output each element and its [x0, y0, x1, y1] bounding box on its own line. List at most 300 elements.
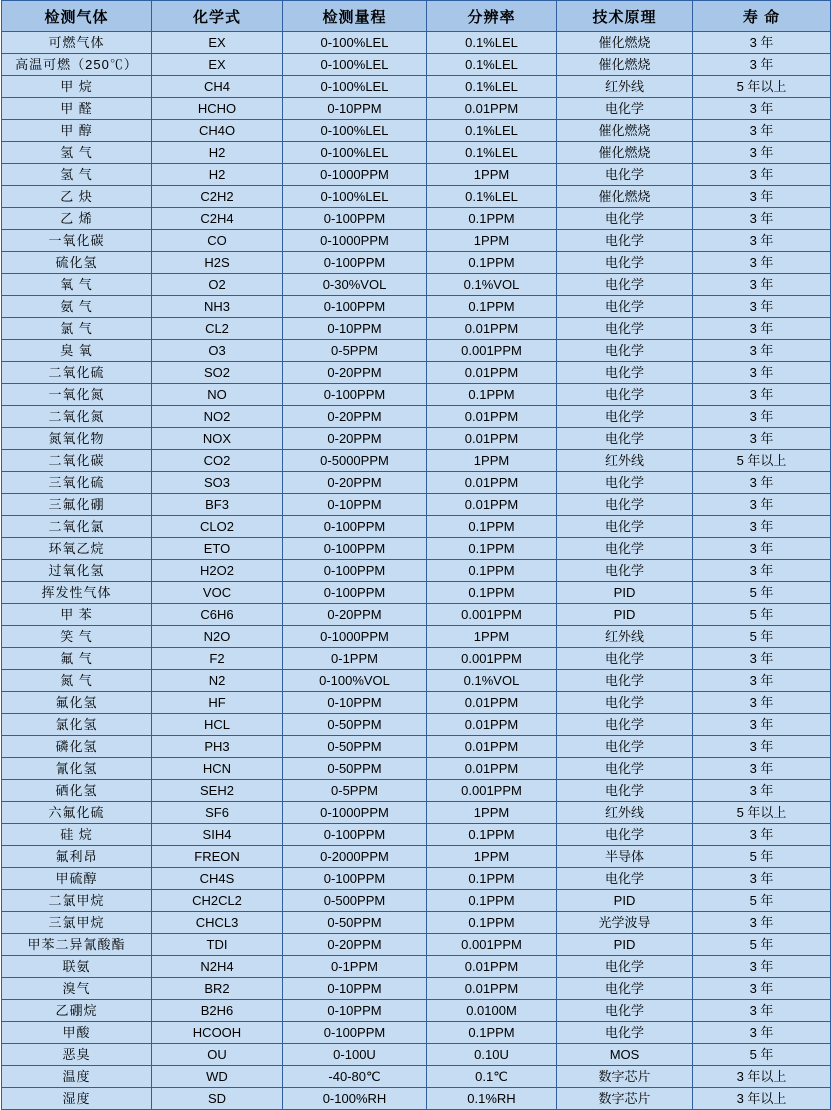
table-cell: 3 年 — [693, 736, 831, 758]
table-cell: 0.01PPM — [427, 406, 557, 428]
table-cell: 湿度 — [2, 1088, 152, 1110]
table-row — [2, 450, 831, 472]
table-cell: 3 年 — [693, 428, 831, 450]
table-cell: 电化学 — [557, 1000, 693, 1022]
table-cell: 电化学 — [557, 978, 693, 1000]
table-cell: 高温可燃（250℃） — [2, 54, 152, 76]
table-cell: 0.1%LEL — [427, 142, 557, 164]
table-row — [2, 318, 831, 340]
table-cell: 0-100%LEL — [283, 120, 427, 142]
table-cell: 0-30%VOL — [283, 274, 427, 296]
table-cell: 恶臭 — [2, 1044, 152, 1066]
table-cell: 0.10U — [427, 1044, 557, 1066]
table-cell: 0.1PPM — [427, 560, 557, 582]
table-cell: 3 年 — [693, 32, 831, 54]
table-cell: 二氧化碳 — [2, 450, 152, 472]
table-cell: 0-50PPM — [283, 758, 427, 780]
table-cell: PID — [557, 934, 693, 956]
table-cell: 0-100PPM — [283, 296, 427, 318]
table-cell: HCHO — [152, 98, 283, 120]
table-cell: 电化学 — [557, 1022, 693, 1044]
table-cell: 数字芯片 — [557, 1066, 693, 1088]
table-row — [2, 846, 831, 868]
table-cell: H2S — [152, 252, 283, 274]
table-cell: 0-100PPM — [283, 582, 427, 604]
table-cell: 红外线 — [557, 802, 693, 824]
table-cell: 红外线 — [557, 76, 693, 98]
table-cell: 0-100%VOL — [283, 670, 427, 692]
table-cell: 溴气 — [2, 978, 152, 1000]
table-cell: 0.01PPM — [427, 714, 557, 736]
table-cell: 0-1000PPM — [283, 802, 427, 824]
table-row — [2, 890, 831, 912]
table-cell: 5 年 — [693, 1044, 831, 1066]
table-cell: 电化学 — [557, 384, 693, 406]
table-cell: 电化学 — [557, 560, 693, 582]
table-cell: 电化学 — [557, 956, 693, 978]
table-cell: 0-100PPM — [283, 560, 427, 582]
table-cell: 电化学 — [557, 538, 693, 560]
table-row — [2, 604, 831, 626]
table-cell: 0.1PPM — [427, 824, 557, 846]
table-cell: 电化学 — [557, 252, 693, 274]
table-cell: 0-1000PPM — [283, 230, 427, 252]
table-row — [2, 186, 831, 208]
table-cell: 臭 氧 — [2, 340, 152, 362]
table-cell: 硫化氢 — [2, 252, 152, 274]
table-cell: 联氨 — [2, 956, 152, 978]
table-cell: 0-10PPM — [283, 98, 427, 120]
table-cell: 挥发性气体 — [2, 582, 152, 604]
table-cell: 氨 气 — [2, 296, 152, 318]
table-cell: 电化学 — [557, 362, 693, 384]
column-header-resolution: 分辨率 — [427, 1, 557, 32]
column-header-range: 检测量程 — [283, 1, 427, 32]
table-body — [2, 32, 831, 1110]
table-cell: C2H2 — [152, 186, 283, 208]
table-cell: 0.1PPM — [427, 582, 557, 604]
table-cell: 0-10PPM — [283, 978, 427, 1000]
table-cell: 5 年以上 — [693, 802, 831, 824]
table-cell: 3 年 — [693, 560, 831, 582]
table-cell: N2O — [152, 626, 283, 648]
table-cell: O2 — [152, 274, 283, 296]
table-cell: 笑 气 — [2, 626, 152, 648]
table-cell: WD — [152, 1066, 283, 1088]
table-cell: 电化学 — [557, 780, 693, 802]
table-cell: 0.01PPM — [427, 978, 557, 1000]
table-cell: 0.1%VOL — [427, 670, 557, 692]
table-cell: CHCL3 — [152, 912, 283, 934]
table-cell: 半导体 — [557, 846, 693, 868]
table-cell: 氟利昂 — [2, 846, 152, 868]
table-cell: 0-20PPM — [283, 472, 427, 494]
table-cell: 5 年 — [693, 934, 831, 956]
table-row — [2, 934, 831, 956]
table-cell: 0-5PPM — [283, 780, 427, 802]
table-cell: -40-80℃ — [283, 1066, 427, 1088]
table-row — [2, 384, 831, 406]
table-cell: 3 年 — [693, 98, 831, 120]
table-cell: NO — [152, 384, 283, 406]
table-cell: EX — [152, 54, 283, 76]
table-cell: BF3 — [152, 494, 283, 516]
table-row — [2, 494, 831, 516]
table-cell: 一氧化氮 — [2, 384, 152, 406]
table-cell: 甲 苯 — [2, 604, 152, 626]
table-cell: 3 年 — [693, 274, 831, 296]
table-row — [2, 98, 831, 120]
table-cell: 0.01PPM — [427, 362, 557, 384]
table-cell: 0-20PPM — [283, 406, 427, 428]
table-cell: 1PPM — [427, 164, 557, 186]
table-row — [2, 340, 831, 362]
table-cell: 0.1%LEL — [427, 32, 557, 54]
table-cell: 0.1%VOL — [427, 274, 557, 296]
table-cell: 3 年 — [693, 384, 831, 406]
table-cell: 5 年 — [693, 582, 831, 604]
table-cell: 3 年 — [693, 142, 831, 164]
table-cell: NO2 — [152, 406, 283, 428]
table-cell: 电化学 — [557, 516, 693, 538]
table-cell: 0-20PPM — [283, 934, 427, 956]
table-cell: CLO2 — [152, 516, 283, 538]
table-cell: 3 年 — [693, 406, 831, 428]
table-cell: 1PPM — [427, 846, 557, 868]
table-cell: H2O2 — [152, 560, 283, 582]
table-cell: 3 年 — [693, 120, 831, 142]
table-cell: 0.1PPM — [427, 384, 557, 406]
table-cell: 0.01PPM — [427, 758, 557, 780]
table-cell: 0-10PPM — [283, 494, 427, 516]
table-cell: 5 年 — [693, 604, 831, 626]
table-cell: 1PPM — [427, 626, 557, 648]
table-cell: 3 年 — [693, 1022, 831, 1044]
table-cell: N2 — [152, 670, 283, 692]
table-cell: 0.01PPM — [427, 494, 557, 516]
table-cell: 3 年以上 — [693, 1066, 831, 1088]
table-cell: 0-5PPM — [283, 340, 427, 362]
table-cell: 3 年 — [693, 252, 831, 274]
table-cell: CH4O — [152, 120, 283, 142]
table-cell: 0.1PPM — [427, 516, 557, 538]
table-cell: 甲酸 — [2, 1022, 152, 1044]
table-row — [2, 54, 831, 76]
table-cell: 电化学 — [557, 868, 693, 890]
table-cell: 氢 气 — [2, 164, 152, 186]
table-cell: 电化学 — [557, 824, 693, 846]
table-cell: SEH2 — [152, 780, 283, 802]
table-row — [2, 560, 831, 582]
table-cell: 0-20PPM — [283, 362, 427, 384]
table-cell: 0-50PPM — [283, 714, 427, 736]
table-cell: 3 年 — [693, 1000, 831, 1022]
table-cell: 二氧化氮 — [2, 406, 152, 428]
table-cell: 氯 气 — [2, 318, 152, 340]
table-cell: 0-100PPM — [283, 824, 427, 846]
table-cell: 3 年 — [693, 164, 831, 186]
table-cell: 0-100U — [283, 1044, 427, 1066]
table-cell: 0.1PPM — [427, 252, 557, 274]
table-cell: EX — [152, 32, 283, 54]
table-cell: 乙 烯 — [2, 208, 152, 230]
table-cell: 3 年 — [693, 824, 831, 846]
table-row — [2, 1000, 831, 1022]
table-row — [2, 296, 831, 318]
table-cell: 0-2000PPM — [283, 846, 427, 868]
table-row — [2, 780, 831, 802]
table-cell: 0.1PPM — [427, 538, 557, 560]
table-cell: CO2 — [152, 450, 283, 472]
table-cell: 二氯甲烷 — [2, 890, 152, 912]
table-cell: 0-500PPM — [283, 890, 427, 912]
table-row — [2, 164, 831, 186]
table-cell: 光学波导 — [557, 912, 693, 934]
table-cell: 电化学 — [557, 340, 693, 362]
table-cell: 0-1PPM — [283, 956, 427, 978]
table-row — [2, 252, 831, 274]
table-cell: 0-100PPM — [283, 252, 427, 274]
table-cell: 二氧化硫 — [2, 362, 152, 384]
table-cell: 催化燃烧 — [557, 54, 693, 76]
table-cell: 硅 烷 — [2, 824, 152, 846]
table-cell: 乙硼烷 — [2, 1000, 152, 1022]
table-cell: 红外线 — [557, 450, 693, 472]
table-cell: 氮 气 — [2, 670, 152, 692]
table-cell: 3 年 — [693, 538, 831, 560]
table-cell: 0-10PPM — [283, 692, 427, 714]
table-cell: 甲 醇 — [2, 120, 152, 142]
table-cell: 0-10PPM — [283, 1000, 427, 1022]
table-row — [2, 714, 831, 736]
table-cell: BR2 — [152, 978, 283, 1000]
table-cell: 3 年 — [693, 54, 831, 76]
table-cell: 0.1%LEL — [427, 120, 557, 142]
table-row — [2, 1066, 831, 1088]
table-cell: 3 年 — [693, 186, 831, 208]
table-cell: 3 年 — [693, 494, 831, 516]
table-row — [2, 978, 831, 1000]
table-cell: 0.01PPM — [427, 956, 557, 978]
table-cell: 3 年 — [693, 692, 831, 714]
table-cell: 3 年 — [693, 868, 831, 890]
table-cell: 过氧化氢 — [2, 560, 152, 582]
table-cell: 0-100PPM — [283, 1022, 427, 1044]
table-cell: 0.01PPM — [427, 428, 557, 450]
table-cell: 六氟化硫 — [2, 802, 152, 824]
table-row — [2, 802, 831, 824]
table-row — [2, 208, 831, 230]
table-cell: 3 年 — [693, 362, 831, 384]
table-row — [2, 406, 831, 428]
table-cell: TDI — [152, 934, 283, 956]
table-cell: 0.1%LEL — [427, 76, 557, 98]
table-cell: 0.1℃ — [427, 1066, 557, 1088]
table-row — [2, 1088, 831, 1110]
table-cell: 电化学 — [557, 670, 693, 692]
table-row — [2, 538, 831, 560]
table-row — [2, 912, 831, 934]
table-cell: 三氟化硼 — [2, 494, 152, 516]
table-cell: 0-100PPM — [283, 384, 427, 406]
table-cell: PH3 — [152, 736, 283, 758]
table-cell: 红外线 — [557, 626, 693, 648]
table-cell: 0-50PPM — [283, 912, 427, 934]
table-cell: 氧 气 — [2, 274, 152, 296]
table-cell: 0-1000PPM — [283, 626, 427, 648]
table-cell: O3 — [152, 340, 283, 362]
table-cell: 0.1PPM — [427, 890, 557, 912]
table-cell: SO3 — [152, 472, 283, 494]
table-cell: 0.0100M — [427, 1000, 557, 1022]
table-cell: 0.1%LEL — [427, 54, 557, 76]
table-cell: OU — [152, 1044, 283, 1066]
table-cell: 3 年 — [693, 318, 831, 340]
table-cell: 0-100%LEL — [283, 142, 427, 164]
table-cell: 0.1PPM — [427, 208, 557, 230]
table-cell: 0.1PPM — [427, 912, 557, 934]
table-cell: 电化学 — [557, 296, 693, 318]
table-cell: 电化学 — [557, 318, 693, 340]
table-cell: 0.001PPM — [427, 648, 557, 670]
table-cell: 二氧化氯 — [2, 516, 152, 538]
table-cell: 3 年 — [693, 978, 831, 1000]
table-cell: 电化学 — [557, 692, 693, 714]
table-cell: 氰化氢 — [2, 758, 152, 780]
column-header-formula: 化学式 — [152, 1, 283, 32]
table-cell: 磷化氢 — [2, 736, 152, 758]
table-cell: 电化学 — [557, 428, 693, 450]
table-cell: 3 年 — [693, 516, 831, 538]
table-cell: 甲 烷 — [2, 76, 152, 98]
table-cell: 3 年 — [693, 340, 831, 362]
table-cell: 0.001PPM — [427, 934, 557, 956]
table-row — [2, 648, 831, 670]
table-cell: H2 — [152, 142, 283, 164]
table-cell: 0-100PPM — [283, 208, 427, 230]
table-row — [2, 692, 831, 714]
table-cell: 3 年 — [693, 956, 831, 978]
table-row — [2, 362, 831, 384]
table-row — [2, 274, 831, 296]
table-cell: SIH4 — [152, 824, 283, 846]
table-cell: 0.01PPM — [427, 98, 557, 120]
table-cell: 3 年 — [693, 208, 831, 230]
table-cell: HCOOH — [152, 1022, 283, 1044]
table-cell: 0-100%LEL — [283, 186, 427, 208]
table-cell: C6H6 — [152, 604, 283, 626]
table-cell: 3 年 — [693, 714, 831, 736]
table-cell: 1PPM — [427, 802, 557, 824]
table-cell: 3 年 — [693, 472, 831, 494]
table-cell: 三氯甲烷 — [2, 912, 152, 934]
table-row — [2, 736, 831, 758]
column-header-lifetime: 寿 命 — [693, 1, 831, 32]
table-cell: 0.01PPM — [427, 318, 557, 340]
table-cell: 0-20PPM — [283, 428, 427, 450]
table-cell: 1PPM — [427, 230, 557, 252]
table-cell: 0.1PPM — [427, 868, 557, 890]
table-cell: CO — [152, 230, 283, 252]
table-cell: 0.01PPM — [427, 736, 557, 758]
table-cell: CL2 — [152, 318, 283, 340]
table-cell: 0-20PPM — [283, 604, 427, 626]
column-header-gas: 检测气体 — [2, 1, 152, 32]
table-cell: 3 年 — [693, 758, 831, 780]
table-row — [2, 472, 831, 494]
table-cell: 0.01PPM — [427, 692, 557, 714]
table-cell: 电化学 — [557, 208, 693, 230]
table-row — [2, 516, 831, 538]
table-cell: 一氧化碳 — [2, 230, 152, 252]
table-cell: 0-100PPM — [283, 868, 427, 890]
table-cell: 5 年 — [693, 846, 831, 868]
table-cell: 5 年 — [693, 890, 831, 912]
table-cell: SO2 — [152, 362, 283, 384]
table-cell: 电化学 — [557, 714, 693, 736]
table-cell: 3 年 — [693, 912, 831, 934]
table-cell: PID — [557, 582, 693, 604]
table-cell: 催化燃烧 — [557, 32, 693, 54]
table-cell: 0.001PPM — [427, 780, 557, 802]
table-cell: 0.1%LEL — [427, 186, 557, 208]
table-cell: FREON — [152, 846, 283, 868]
table-cell: 0-100%LEL — [283, 54, 427, 76]
table-cell: HF — [152, 692, 283, 714]
table-cell: 0-100PPM — [283, 538, 427, 560]
table-cell: 电化学 — [557, 472, 693, 494]
table-row — [2, 582, 831, 604]
table-cell: 0.1%RH — [427, 1088, 557, 1110]
table-cell: 电化学 — [557, 648, 693, 670]
table-row — [2, 428, 831, 450]
table-cell: 0-100PPM — [283, 516, 427, 538]
table-cell: CH4S — [152, 868, 283, 890]
table-cell: CH4 — [152, 76, 283, 98]
table-row — [2, 758, 831, 780]
table-cell: 电化学 — [557, 230, 693, 252]
table-cell: 0-100%LEL — [283, 76, 427, 98]
table-cell: C2H4 — [152, 208, 283, 230]
table-cell: 3 年 — [693, 296, 831, 318]
table-row — [2, 76, 831, 98]
table-cell: 催化燃烧 — [557, 186, 693, 208]
table-cell: 0-10PPM — [283, 318, 427, 340]
table-cell: 0-100%RH — [283, 1088, 427, 1110]
table-cell: 电化学 — [557, 736, 693, 758]
table-cell: 环氧乙烷 — [2, 538, 152, 560]
table-cell: PID — [557, 604, 693, 626]
table-cell: CH2CL2 — [152, 890, 283, 912]
table-cell: 0.1PPM — [427, 1022, 557, 1044]
table-row — [2, 868, 831, 890]
table-cell: N2H4 — [152, 956, 283, 978]
column-header-principle: 技术原理 — [557, 1, 693, 32]
table-cell: 3 年 — [693, 780, 831, 802]
table-cell: 5 年以上 — [693, 76, 831, 98]
header-row — [2, 1, 831, 32]
table-cell: NOX — [152, 428, 283, 450]
table-cell: 电化学 — [557, 406, 693, 428]
table-cell: 氮氧化物 — [2, 428, 152, 450]
table-cell: 数字芯片 — [557, 1088, 693, 1110]
table-cell: 5 年 — [693, 626, 831, 648]
table-row — [2, 670, 831, 692]
table-cell: HCL — [152, 714, 283, 736]
table-cell: NH3 — [152, 296, 283, 318]
table-cell: B2H6 — [152, 1000, 283, 1022]
table-cell: 0.001PPM — [427, 340, 557, 362]
